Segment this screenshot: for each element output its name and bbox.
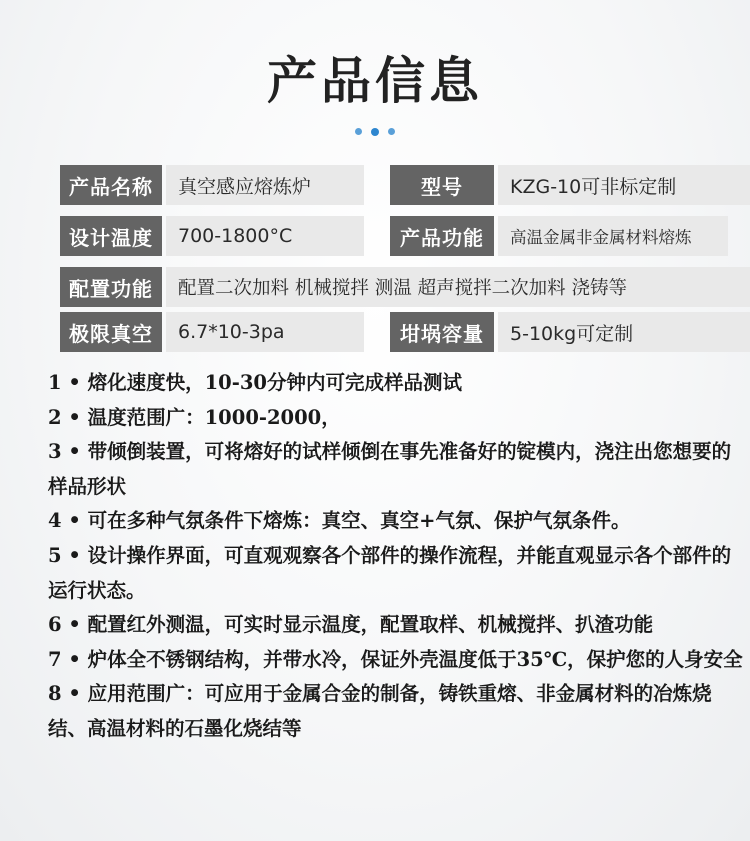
feature-item: 5 • 设计操作界面，可直观观察各个部件的操作流程，并能直观显示各个部件的运行状态。 bbox=[48, 543, 732, 602]
spec-label: 设计温度 bbox=[60, 216, 162, 256]
feature-item: 1 • 熔化速度快，10-30分钟内可完成样品测试 bbox=[48, 371, 462, 394]
spec-ultimate-vacuum bbox=[60, 312, 364, 352]
spec-label: 坩埚容量 bbox=[390, 312, 494, 352]
spec-value: 700-1800°C bbox=[166, 216, 364, 256]
decoration-dot bbox=[355, 128, 362, 135]
spec-value: KZG-10可非标定制 bbox=[498, 165, 750, 205]
spec-label: 型号 bbox=[390, 165, 494, 205]
spec-crucible-capacity bbox=[390, 312, 750, 352]
feature-item: 3 • 带倾倒装置，可将熔好的试样倾倒在事先准备好的锭模内，浇注出您想要的样品形状 bbox=[48, 440, 732, 498]
spec-value: 高温金属非金属材料熔炼 bbox=[498, 216, 728, 256]
spec-value: 5-10kg可定制 bbox=[498, 312, 750, 352]
feature-item: 7 • 炉体全不锈钢结构，并带水冷，保证外壳温度低于35℃，保护您的人身安全 bbox=[48, 647, 743, 671]
feature-item: 6 • 配置红外测温，可实时显示温度，配置取样、机械搅拌、扒渣功能 bbox=[48, 613, 654, 637]
spec-label: 产品名称 bbox=[60, 165, 162, 205]
feature-item: 4 • 可在多种气氛条件下熔炼：真空、真空+气氛、保护气氛条件。 bbox=[48, 509, 631, 533]
spec-model bbox=[390, 165, 750, 205]
spec-configuration bbox=[60, 267, 750, 307]
feature-item: 2 • 温度范围广：1000-2000， bbox=[48, 405, 341, 429]
spec-value: 真空感应熔炼炉 bbox=[166, 165, 364, 205]
page-title: 产品信息 bbox=[267, 52, 483, 110]
spec-label: 配置功能 bbox=[60, 267, 162, 307]
title-decoration-dots bbox=[0, 128, 750, 136]
feature-list bbox=[48, 366, 748, 747]
spec-product-name bbox=[60, 165, 364, 205]
decoration-dot bbox=[388, 128, 395, 135]
spec-value: 配置二次加料 机械搅拌 测温 超声搅拌二次加料 浇铸等 bbox=[166, 267, 750, 307]
spec-label: 极限真空 bbox=[60, 312, 162, 352]
feature-item: 8 • 应用范围广：可应用于金属合金的制备，铸铁重熔、非金属材料的冶炼烧结、高温材料的石墨化烧结等 bbox=[48, 682, 712, 740]
spec-value: 6.7*10-3pa bbox=[166, 312, 364, 352]
spec-product-function bbox=[390, 216, 728, 256]
decoration-dot bbox=[371, 128, 379, 136]
spec-design-temperature bbox=[60, 216, 364, 256]
spec-label: 产品功能 bbox=[390, 216, 494, 256]
